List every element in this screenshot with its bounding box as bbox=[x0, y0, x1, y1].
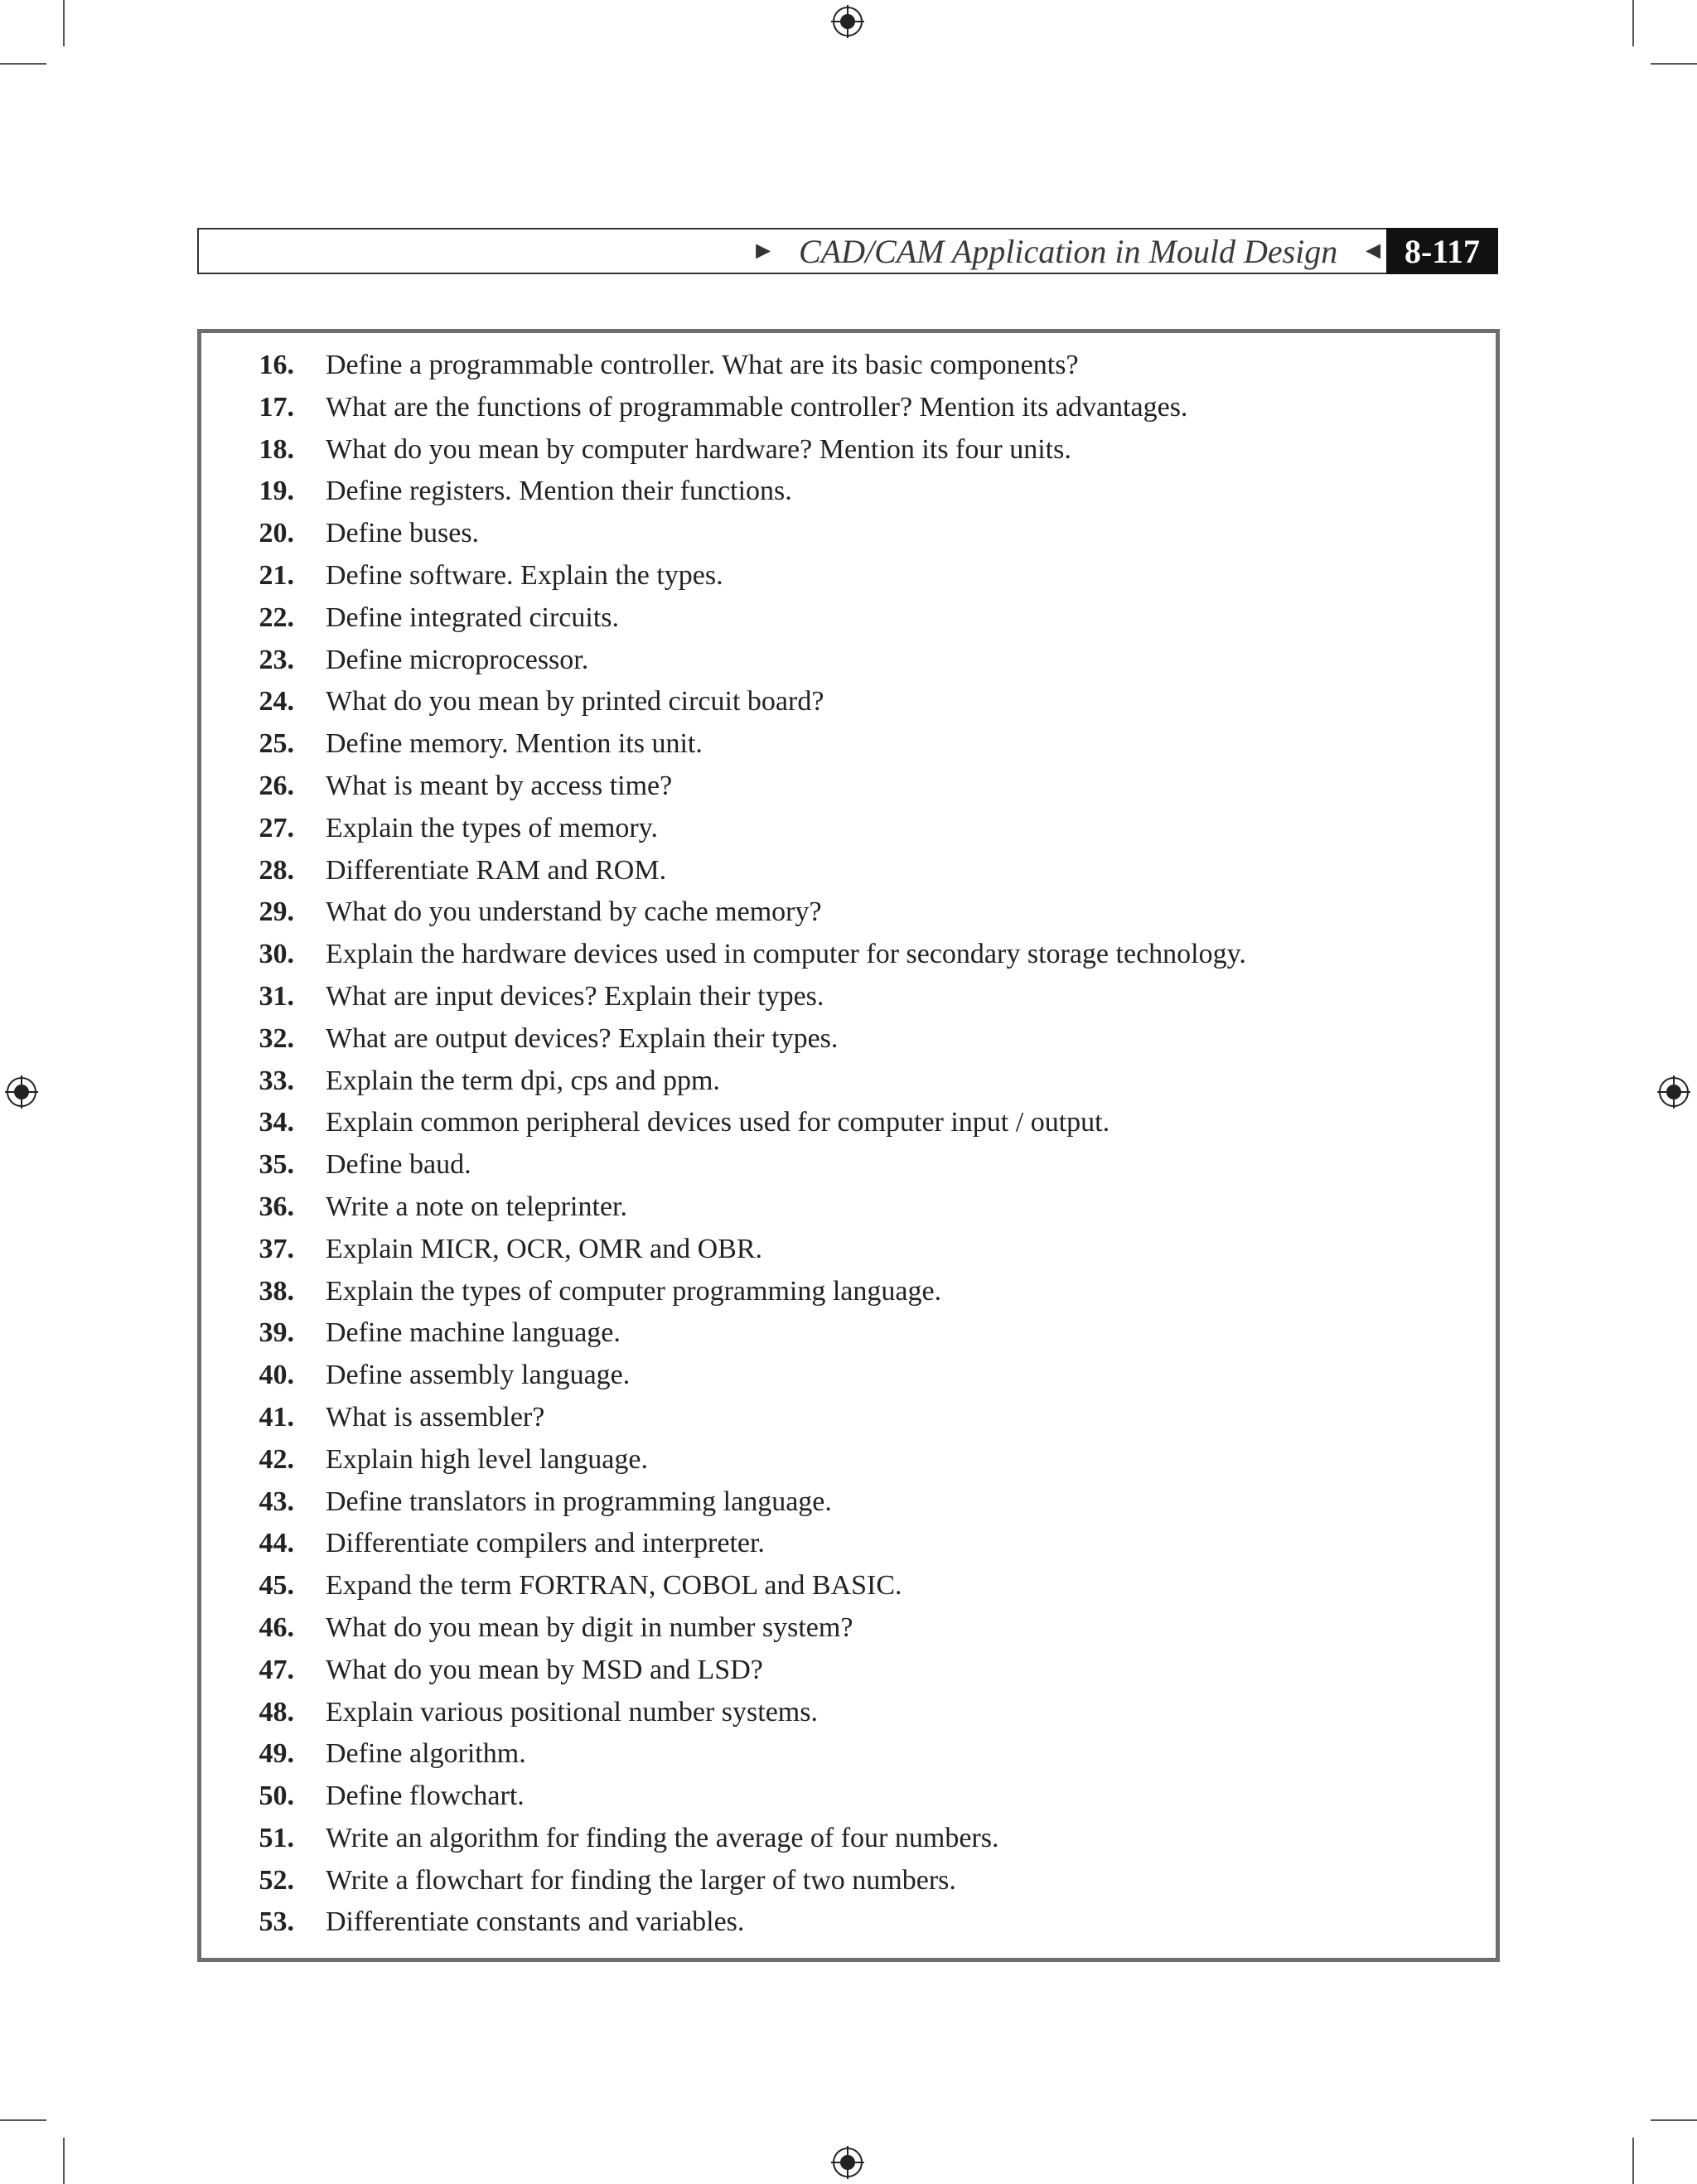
question-number: 47. bbox=[259, 1654, 294, 1685]
arrow-right-icon: ► bbox=[751, 237, 776, 264]
question-number: 37. bbox=[259, 1233, 294, 1264]
crop-mark-top-left-horizontal bbox=[0, 63, 46, 65]
question-number: 49. bbox=[259, 1738, 294, 1770]
question-number: 24. bbox=[259, 686, 294, 718]
question-number: 44. bbox=[259, 1528, 294, 1559]
question-text: Differentiate RAM and ROM. bbox=[326, 854, 667, 886]
crop-mark-bottom-right-horizontal bbox=[1651, 2119, 1697, 2121]
question-number: 33. bbox=[259, 1065, 294, 1096]
question-number: 16. bbox=[259, 350, 294, 380]
question-number: 35. bbox=[259, 1149, 294, 1181]
question-text: Differentiate constants and variables. bbox=[326, 1906, 745, 1938]
question-text: Define microprocessor. bbox=[326, 644, 589, 675]
question-number: 43. bbox=[259, 1486, 294, 1517]
question-text: Define translators in programming language. bbox=[326, 1486, 832, 1517]
question-text: What do you understand by cache memory? bbox=[326, 896, 822, 928]
chapter-title: CAD/CAM Application in Mould Design bbox=[798, 232, 1338, 270]
question-number: 45. bbox=[259, 1570, 294, 1602]
question-text: What do you mean by computer hardware? Mention its four units. bbox=[326, 433, 1071, 465]
question-number: 29. bbox=[259, 896, 294, 928]
question-text: Differentiate compilers and interpreter. bbox=[326, 1528, 765, 1559]
registration-mark-top-icon bbox=[831, 5, 864, 38]
question-number: 53. bbox=[259, 1906, 294, 1938]
question-number: 28. bbox=[259, 854, 294, 886]
running-header bbox=[197, 228, 1498, 274]
question-text: Explain the hardware devices used in computer for secondary storage technology. bbox=[326, 939, 1246, 970]
question-text: Define software. Explain the types. bbox=[326, 559, 723, 591]
question-number: 27. bbox=[259, 812, 294, 843]
question-text: Write a flowchart for finding the larger of two numbers. bbox=[326, 1864, 956, 1896]
crop-mark-top-left-vertical bbox=[63, 0, 65, 46]
question-number: 17. bbox=[259, 391, 294, 423]
question-text: Write an algorithm for finding the average of four numbers. bbox=[326, 1822, 999, 1853]
question-text: Explain common peripheral devices used for computer input / output. bbox=[326, 1107, 1110, 1138]
question-number: 20. bbox=[259, 518, 294, 549]
question-number: 31. bbox=[259, 980, 294, 1012]
question-text: Explain MICR, OCR, OMR and OBR. bbox=[326, 1233, 763, 1264]
crop-mark-top-right-vertical bbox=[1632, 0, 1634, 46]
question-text: Define assembly language. bbox=[326, 1360, 631, 1391]
question-number: 36. bbox=[259, 1191, 294, 1222]
question-text: Explain the types of memory. bbox=[326, 812, 658, 843]
question-number: 52. bbox=[259, 1864, 294, 1896]
question-text: Define flowchart. bbox=[326, 1781, 525, 1812]
question-number: 50. bbox=[259, 1781, 294, 1812]
question-text: Define registers. Mention their functions. bbox=[326, 476, 792, 507]
question-text: Explain high level language. bbox=[326, 1443, 648, 1475]
question-number: 38. bbox=[259, 1275, 294, 1307]
crop-mark-bottom-right-vertical bbox=[1632, 2138, 1634, 2184]
question-number: 25. bbox=[259, 728, 294, 760]
crop-mark-bottom-left-vertical bbox=[63, 2138, 65, 2184]
question-number: 22. bbox=[259, 602, 294, 633]
question-text: What do you mean by MSD and LSD? bbox=[326, 1654, 763, 1685]
arrow-left-icon: ◄ bbox=[1361, 237, 1385, 264]
question-text: What are input devices? Explain their types. bbox=[326, 980, 824, 1012]
question-text: Define a programmable controller. What are its basic components? bbox=[326, 350, 1079, 380]
question-text: What is meant by access time? bbox=[326, 770, 673, 801]
question-text: What are the functions of programmable controller? Mention its advantages. bbox=[326, 391, 1188, 423]
question-text: Explain various positional number systems. bbox=[326, 1696, 818, 1727]
question-number: 26. bbox=[259, 770, 294, 801]
question-number: 23. bbox=[259, 644, 294, 675]
registration-mark-right-icon bbox=[1657, 1075, 1690, 1109]
header-title-group bbox=[751, 230, 1385, 273]
question-text: Expand the term FORTRAN, COBOL and BASIC. bbox=[326, 1570, 902, 1602]
question-text: Define buses. bbox=[326, 518, 480, 549]
registration-mark-left-icon bbox=[5, 1075, 38, 1109]
question-number: 30. bbox=[259, 939, 294, 970]
crop-mark-top-right-horizontal bbox=[1651, 63, 1697, 65]
question-number: 42. bbox=[259, 1443, 294, 1475]
question-text: What do you mean by printed circuit board? bbox=[326, 686, 824, 718]
question-number: 34. bbox=[259, 1107, 294, 1138]
question-text: Define memory. Mention its unit. bbox=[326, 728, 703, 760]
crop-mark-bottom-left-horizontal bbox=[0, 2119, 46, 2121]
registration-mark-bottom-icon bbox=[831, 2146, 864, 2179]
question-text: Define baud. bbox=[326, 1149, 471, 1181]
question-text: What do you mean by digit in number system? bbox=[326, 1611, 853, 1643]
question-number: 40. bbox=[259, 1360, 294, 1391]
question-text: Define algorithm. bbox=[326, 1738, 526, 1770]
question-number: 18. bbox=[259, 433, 294, 465]
question-number: 46. bbox=[259, 1611, 294, 1643]
question-text: What are output devices? Explain their types. bbox=[326, 1022, 839, 1054]
question-text: Define integrated circuits. bbox=[326, 602, 620, 633]
question-number: 39. bbox=[259, 1317, 294, 1349]
question-text: What is assembler? bbox=[326, 1401, 545, 1433]
question-text: Explain the types of computer programming language. bbox=[326, 1275, 942, 1307]
question-box bbox=[197, 329, 1500, 1962]
page-number: 8-117 bbox=[1386, 228, 1498, 274]
question-text: Define machine language. bbox=[326, 1317, 621, 1349]
question-text: Write a note on teleprinter. bbox=[326, 1191, 627, 1222]
question-number: 32. bbox=[259, 1022, 294, 1054]
question-number: 51. bbox=[259, 1822, 294, 1853]
question-number: 19. bbox=[259, 476, 294, 507]
question-text: Explain the term dpi, cps and ppm. bbox=[326, 1065, 720, 1096]
question-number: 21. bbox=[259, 559, 294, 591]
question-number: 41. bbox=[259, 1401, 294, 1433]
question-number: 48. bbox=[259, 1696, 294, 1727]
